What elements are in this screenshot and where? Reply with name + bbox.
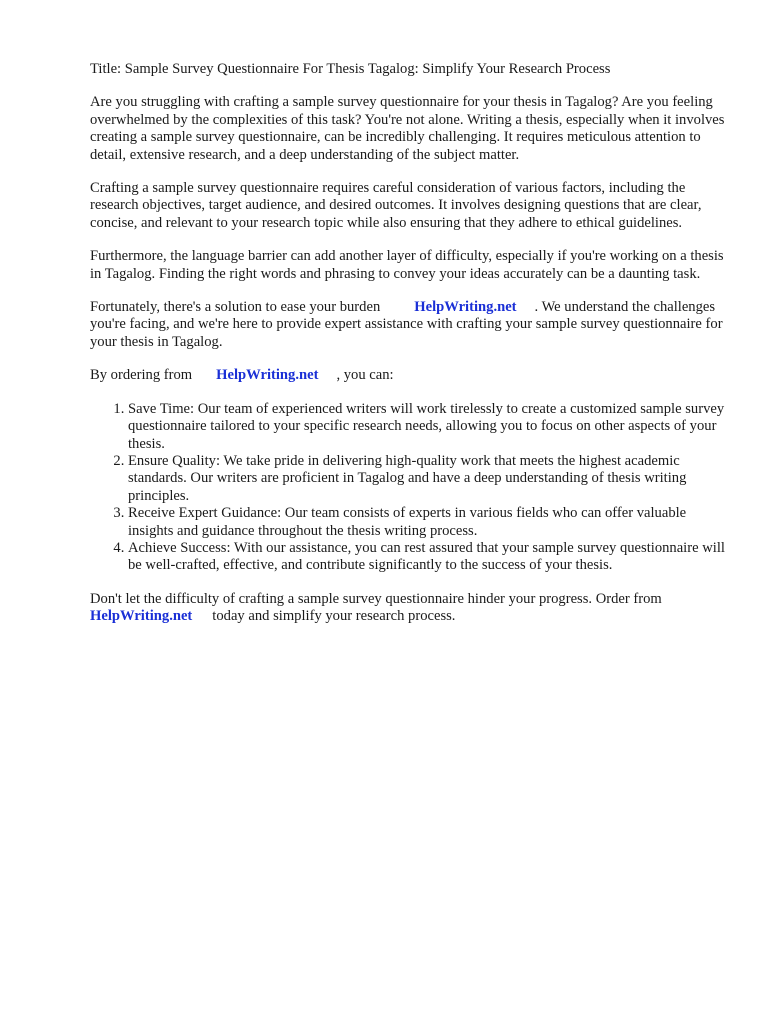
ordering-text-after: , you can: <box>336 367 394 384</box>
closing-text-after: today and simplify your research process. <box>212 608 456 625</box>
helpwriting-link-3[interactable]: HelpWriting.net <box>90 608 193 625</box>
solution-text-after: . We understand the challenges you're facing, and we're here to provide expert assistance with crafting your sample survey questionnaire for your thesis in Tagalog. <box>90 299 723 350</box>
benefits-list <box>90 401 730 575</box>
helpwriting-link-2[interactable]: HelpWriting.net <box>216 367 319 384</box>
ordering-text-before: By ordering from <box>90 367 193 384</box>
list-item: 3. Receive Expert Guidance: Our team consists of experts in various fields who can offer valuable insights and guidance throughout the thesis writing process. <box>128 505 730 540</box>
intro-paragraph: Are you struggling with crafting a sample survey questionnaire for your thesis in Tagalog? Are you feeling overwhelmed by the complexities of this task? You're not alone. Writing a thesis, especially when it involves creating a sample survey questionnaire, can be incredibly challenging. It requires meticulous attention to detail, extensive research, and a deep understanding of the subject matter. <box>90 94 725 163</box>
document-page <box>90 61 730 642</box>
solution-paragraph <box>90 299 730 351</box>
ordering-paragraph <box>90 367 730 384</box>
list-item: 1. Save Time: Our team of experienced writers will work tirelessly to create a customized sample survey questionnaire tailored to your specific research needs, allowing you to focus on other aspects of your thesis. <box>128 401 730 453</box>
list-item: 2. Ensure Quality: We take pride in delivering high-quality work that meets the highest academic standards. Our writers are proficient in Tagalog and have a deep understanding of thesis writing principles. <box>128 453 730 505</box>
closing-text-before: Don't let the difficulty of crafting a sample survey questionnaire hinder your progress. Order from <box>90 590 662 607</box>
list-item: 4. Achieve Success: With our assistance, you can rest assured that your sample survey questionnaire will be well-crafted, effective, and contribute significantly to the success of your thesis. <box>128 540 730 575</box>
closing-paragraph <box>90 591 730 626</box>
solution-text-before: Fortunately, there's a solution to ease your burden <box>90 299 381 316</box>
helpwriting-link-1[interactable]: HelpWriting.net <box>414 299 517 316</box>
considerations-paragraph: Crafting a sample survey questionnaire requires careful consideration of various factors, including the research objectives, target audience, and desired outcomes. It involves designing questions that are clear, concise, and relevant to your research topic while also ensuring that they adhere to ethical guidelines. <box>90 180 702 231</box>
document-title: Title: Sample Survey Questionnaire For Thesis Tagalog: Simplify Your Research Process <box>90 61 611 77</box>
language-barrier-paragraph: Furthermore, the language barrier can add another layer of difficulty, especially if you're working on a thesis in Tagalog. Finding the right words and phrasing to convey your ideas accurately can be a daunting task. <box>90 248 724 282</box>
